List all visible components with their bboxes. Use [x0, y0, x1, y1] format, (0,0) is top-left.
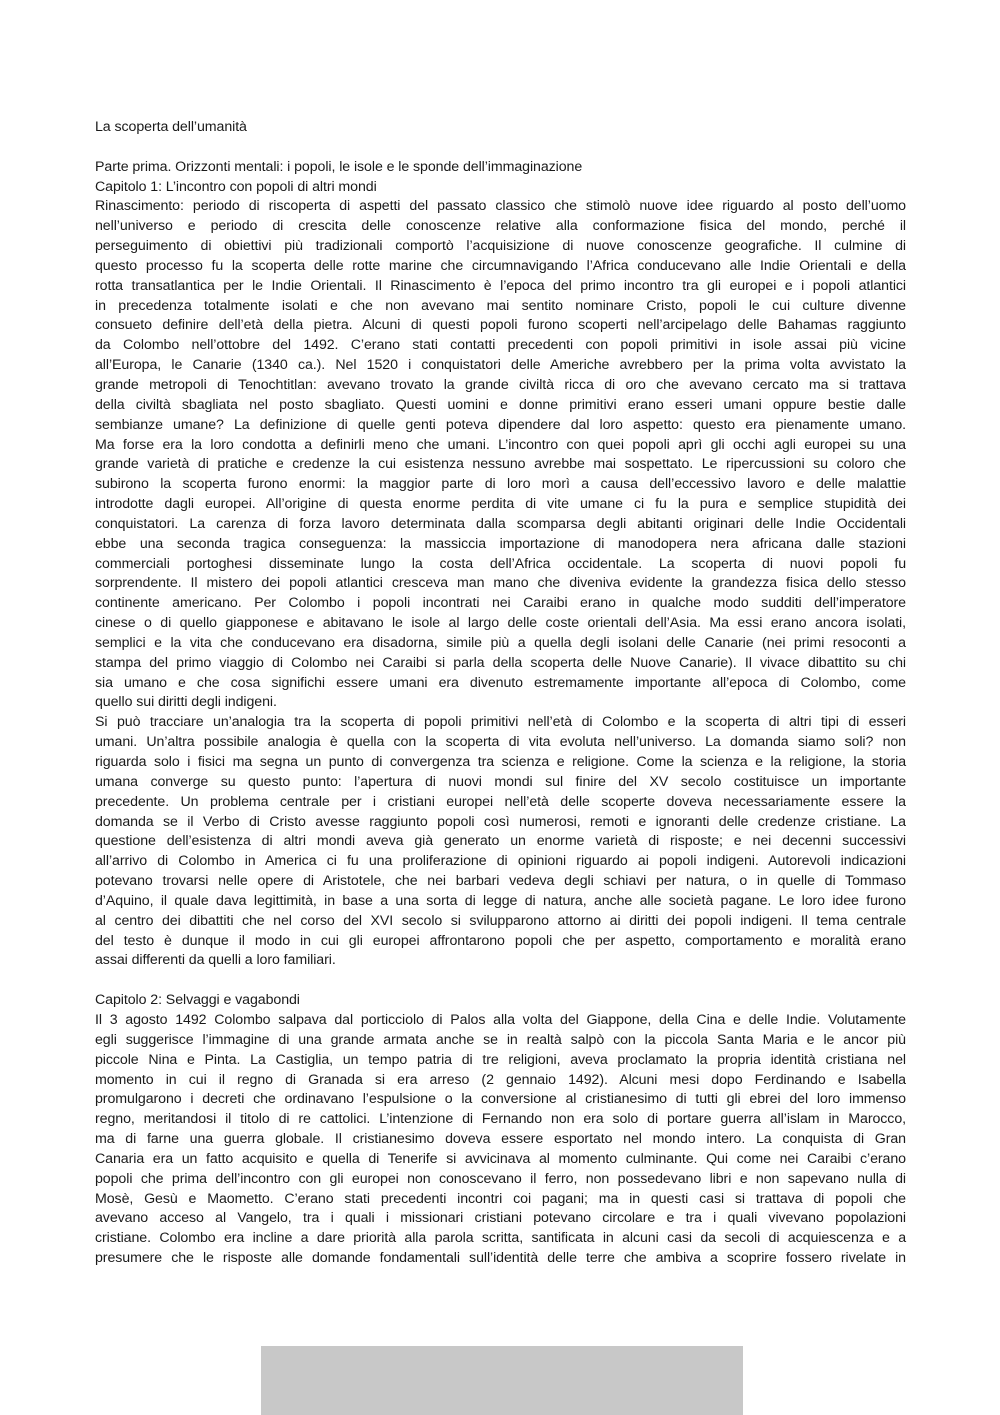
paragraph-line: Rinascimento: periodo di riscoperta di aspetti del passato classico che stimolò nuove idee riguardo al posto dell’uomo: [95, 198, 906, 215]
paragraph-line: presumere che le risposte alle domande fondamentali sull’identità delle terre che ambiva a scoprire fossero rivelate in: [95, 1250, 906, 1267]
paragraph-line: potevano trovarsi nelle opere di Aristotele, che nei barbari vedeva degli schiavi per natura, o in quelle di Tommaso: [95, 873, 906, 890]
paragraph-line: introdotte dagli europei. All’origine di questa enorme perdita di vite umane ci fu la pura e semplice stupidità dei: [95, 496, 906, 513]
paragraph-line: cristiane. Colombo era incline a dare priorità alla parola scritta, santificata in alcuni casi da secoli di acquiescenza e a: [95, 1230, 906, 1247]
paragraph-line: ebbe una seconda tragica conseguenza: la massiccia importazione di manodopera nera africana dalle stazioni: [95, 535, 906, 552]
paragraph-line: perseguimento di obiettivi più tradizionali comportò l’acquisizione di nuove conoscenze geografiche. Il culmine di: [95, 238, 906, 255]
paragraph-line: ma di farne una guerra globale. Il cristianesimo doveva essere esportato nel mondo intero. La conquista di Gran: [95, 1131, 906, 1148]
paragraph-line: avevano acceso al Vangelo, tra i quali i missionari cristiani potevano circolare e tra i quali vivevano popolazioni: [95, 1210, 906, 1227]
blank-line: [95, 971, 906, 991]
paragraph-line: precedente. Un problema centrale per i cristiani europei nell’età delle scoperte doveva necessariamente essere la: [95, 793, 906, 810]
paragraph-line: piccole Nina e Pinta. La Castiglia, un tempo patria di tre religioni, aveva proclamato la propria identità cristiana nel: [95, 1051, 906, 1068]
paragraph-line: semplici e la vita che conducevano era disadorna, simile più a quella degli isolani delle Canarie (nei primi resoconti a: [95, 634, 906, 651]
paragraph-line: da Colombo nell’ottobre del 1492. C’erano stati contatti precedenti con popoli primitivi in isole assai più vicine: [95, 337, 906, 354]
paragraph-line: egli suggerisce l’immagine di una grande armata anche se in realtà salpò con la piccola Santa Maria e le ancor più: [95, 1031, 906, 1048]
paragraph-line: conquistatori. La carenza di forza lavoro determinata dalla scomparsa degli abitanti originari delle Indie Occidentali: [95, 515, 906, 532]
paragraph-line: del testo è dunque il modo in cui gli europei affrontarono popoli che per aspetto, comportamento e moralità erano: [95, 932, 906, 949]
paragraph-line: grande varietà di pratiche e credenze la cui esistenza nessuno avrebbe mai sospettato. Le ripercussioni su coloro che: [95, 456, 906, 473]
paragraph-line: questione dell’esistenza di altri mondi aveva già generato un enorme varietà di risposte; e nei decenni successivi: [95, 833, 906, 850]
blank-line: [95, 138, 906, 158]
paragraph-line: continente americano. Per Colombo i popoli incontrati nei Caraibi erano in qualche modo sudditi dell’imperatore: [95, 595, 906, 612]
paragraph-line: stampa del primo viaggio di Colombo nei Caraibi si parla della scoperta delle Nuove Canarie). Il vivace dibattito su chi: [95, 654, 906, 671]
paragraph-line: della civiltà sbagliata nel posto sbagliato. Questi uomini e donne primitivi erano esseri umani oppure bestie dalle: [95, 396, 906, 413]
paragraph-line: riguarda solo i fisici ma segna un punto di convergenza tra scienza e religione. Come la scienza e la religione, la storia: [95, 754, 906, 770]
paragraph-line: sorprendente. Il mistero dei popoli atlantici cresceva man mano che diveniva evidente la grandezza fisica dello stesso: [95, 575, 906, 592]
paragraph-line: nell’universo e periodo di crescita delle conoscenze relative alla conformazione fisica del mondo, perché il: [95, 218, 906, 235]
paragraph-line: in precedenza totalmente isolati e che non avevano mai sentito nominare Cristo, popoli le cui culture divenne: [95, 297, 906, 314]
paragraph-line: questo processo fu la scoperta delle rotte marine che circumnavigando l’Africa conducevano alle Indie Orientali e della: [95, 257, 906, 274]
document-title: La scoperta dell’umanità: [95, 119, 247, 135]
paragraph-line: subirono la scoperta furono enormi: la maggior parte di loro morì a causa dell’eccessivo lavoro e delle malattie: [95, 476, 906, 493]
chapter-1-paragraph-2: [95, 713, 906, 971]
paragraph-line: umana converge su questo punto: l’apertura di nuovi mondi sul finire del XV secolo costituisce un importante: [95, 773, 906, 790]
paragraph-line: assai differenti da quelli a loro familiari.: [95, 952, 336, 969]
paragraph-line: sia umano e che cosa significhi essere umani era divenuto estremamente importante all’epoca di Colombo, come: [95, 674, 906, 691]
footer-placeholder-box: [261, 1346, 743, 1415]
paragraph-line: rotta transatlantica per le Indie Orientali. Il Rinascimento è l’epoca del primo incontro tra gli europei e i popoli atlantici: [95, 277, 906, 294]
chapter-1-heading: Capitolo 1: L’incontro con popoli di altri mondi: [95, 178, 377, 195]
chapter-1-paragraph-1: [95, 197, 906, 713]
paragraph-line: grande metropoli di Tenochtitlan: avevano trovato la grande civiltà ricca di oro che avevano cercato ma si trattava: [95, 376, 906, 393]
part-heading: Parte prima. Orizzonti mentali: i popoli, le isole e le sponde dell’immaginazione: [95, 158, 583, 175]
paragraph-line: all’arrivo di Colombo in America ci fu una proliferazione di opinioni riguardo ai popoli indigeni. Autorevoli indicazioni: [95, 853, 906, 870]
paragraph-line: Canaria era un fatto acquisito e quella di Tenerife si avvicinava al momento culminante. Qui come nei Caraibi c’erano: [95, 1150, 906, 1167]
chapter-2-heading: Capitolo 2: Selvaggi e vagabondi: [95, 992, 300, 1009]
paragraph-line: promulgarono i decreti che ordinavano l’espulsione o la conversione al cristianesimo di tutti gli ebrei del loro immenso: [95, 1091, 906, 1108]
paragraph-line: domanda se il Verbo di Cristo avesse raggiunto popoli così numerosi, remoti e ignoranti delle credenze cristiane. La: [95, 813, 906, 830]
paragraph-line: sembianze umane? La definizione di quelle genti poteva dipendere dal loro aspetto: questo era pienamente umano.: [95, 416, 906, 433]
paragraph-line: Il 3 agosto 1492 Colombo salpava dal porticciolo di Palos alla volta del Giappone, della Cina e delle Indie. Volutamente: [95, 1011, 906, 1028]
paragraph-line: regno, meritandosi il titolo di re cattolici. L’intenzione di Fernando non era solo di portare guerra all’islam in Marocco,: [95, 1111, 906, 1128]
paragraph-line: cinese o di quello giapponese e abitavano le isole al largo delle coste orientali dell’Asia. Ma essi erano ancora isolati,: [95, 615, 906, 632]
paragraph-line: Mosè, Gesù e Maometto. C’erano stati precedenti incontri coi pagani; ma in questi casi si trattava di popoli che: [95, 1190, 906, 1207]
paragraph-line: all’Europa, le Canarie (1340 ca.). Nel 1520 i conquistatori delle Americhe avrebbero per la prima volta avvistato la: [95, 357, 906, 374]
paragraph-line: popoli che prima dell’incontro con gli europei non conoscevano il ferro, non possedevano libri e non sapevano nulla di: [95, 1170, 906, 1187]
paragraph-line: Ma forse era la loro condotta a definirli meno che umani. L’incontro con quei popoli aprì gli occhi agli europei su una: [95, 436, 906, 453]
paragraph-line: umani. Un’altra possibile analogia è quella con la scoperta di vita evoluta nell’universo. La domanda siamo soli? non: [95, 734, 906, 751]
paragraph-line: quello sui diritti degli indigeni.: [95, 694, 277, 711]
paragraph-line: al centro dei dibattiti che nel corso del XVI secolo si svilupparono attorno ai diritti dei popoli indigeni. Il tema centrale: [95, 912, 906, 929]
paragraph-line: momento in cui il regno di Granada si era arreso (2 gennaio 1492). Alcuni mesi dopo Ferdinando e Isabella: [95, 1071, 906, 1088]
document-body: [95, 118, 906, 1269]
chapter-2-paragraph-1: [95, 1011, 906, 1269]
paragraph-line: consueto definire dell’età della pietra. Alcuni di questi popoli furono scoperti nell’arcipelago delle Bahamas raggiunto: [95, 317, 906, 334]
paragraph-line: commerciali portoghesi disseminate lungo la costa dell’Africa occidentale. La scoperta di nuovi popoli fu: [95, 555, 906, 572]
paragraph-line: d’Aquino, il quale dava legittimità, in base a una sorta di legge di natura, anche alle società pagane. Le loro idee furono: [95, 892, 906, 909]
paragraph-line: Si può tracciare un’analogia tra la scoperta di popoli primitivi nell’età di Colombo e la scoperta di altri tipi di esseri: [95, 714, 906, 731]
